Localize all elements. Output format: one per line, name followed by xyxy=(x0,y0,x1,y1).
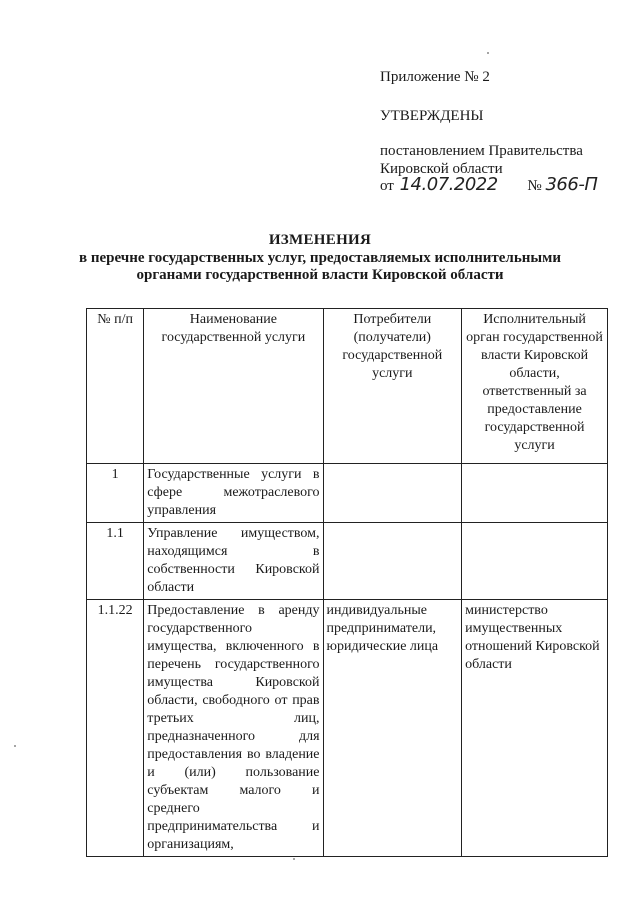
row-number: 1.1 xyxy=(87,523,144,600)
appendix-label: Приложение № 2 xyxy=(380,69,490,85)
row-service-name: Предоставление в аренду государственного имущества, включенного в перечень государственного имущества Кировской области, свободного от прав третьих лиц, предназначенного для предоставления во владение и (или) пользование субъектам малого и среднего предпринимательства и организациям, xyxy=(144,600,323,857)
scan-speck xyxy=(487,52,489,54)
row-authority: министерство имущественных отношений Кировской области xyxy=(462,600,608,857)
number-prefix: № xyxy=(527,178,542,194)
header-service-name: Наименование государственной услуги xyxy=(144,309,323,464)
decree-line-1: постановлением Правительства xyxy=(380,143,583,159)
row-consumers xyxy=(323,464,462,523)
table-row xyxy=(87,600,608,857)
date-prefix: от xyxy=(380,178,394,194)
row-consumers xyxy=(323,523,462,600)
row-consumers: индивидуальные предприниматели, юридические лица xyxy=(323,600,462,857)
document-subtitle-line-2: органами государственной власти Кировской области xyxy=(136,267,504,283)
approved-label: УТВЕРЖДЕНЫ xyxy=(380,108,484,124)
row-authority xyxy=(462,523,608,600)
scan-speck xyxy=(293,858,295,860)
handwritten-number: 366-П xyxy=(545,174,598,195)
date-number-line xyxy=(380,176,597,195)
scan-speck xyxy=(14,745,16,747)
services-table xyxy=(86,308,608,857)
header-number: № п/п xyxy=(87,309,144,464)
header-authority: Исполнительный орган государственной власти Кировской области, ответственный за предоставление государственной услуги xyxy=(462,309,608,464)
table-row xyxy=(87,464,608,523)
row-number: 1 xyxy=(87,464,144,523)
table-header-row xyxy=(87,309,608,464)
row-service-name: Управление имуществом, находящимся в собственности Кировской области xyxy=(144,523,323,600)
document-title: ИЗМЕНЕНИЯ xyxy=(268,232,372,248)
row-service-name: Государственные услуги в сфере межотраслевого управления xyxy=(144,464,323,523)
decree-line-2: Кировской области xyxy=(380,161,503,177)
handwritten-date: 14.07.2022 xyxy=(399,174,498,195)
row-number: 1.1.22 xyxy=(87,600,144,857)
row-authority xyxy=(462,464,608,523)
table-row xyxy=(87,523,608,600)
document-subtitle-line-1: в перечне государственных услуг, предоставляемых исполнительными xyxy=(79,250,561,266)
header-consumers: Потребители (получатели) государственной услуги xyxy=(323,309,462,464)
